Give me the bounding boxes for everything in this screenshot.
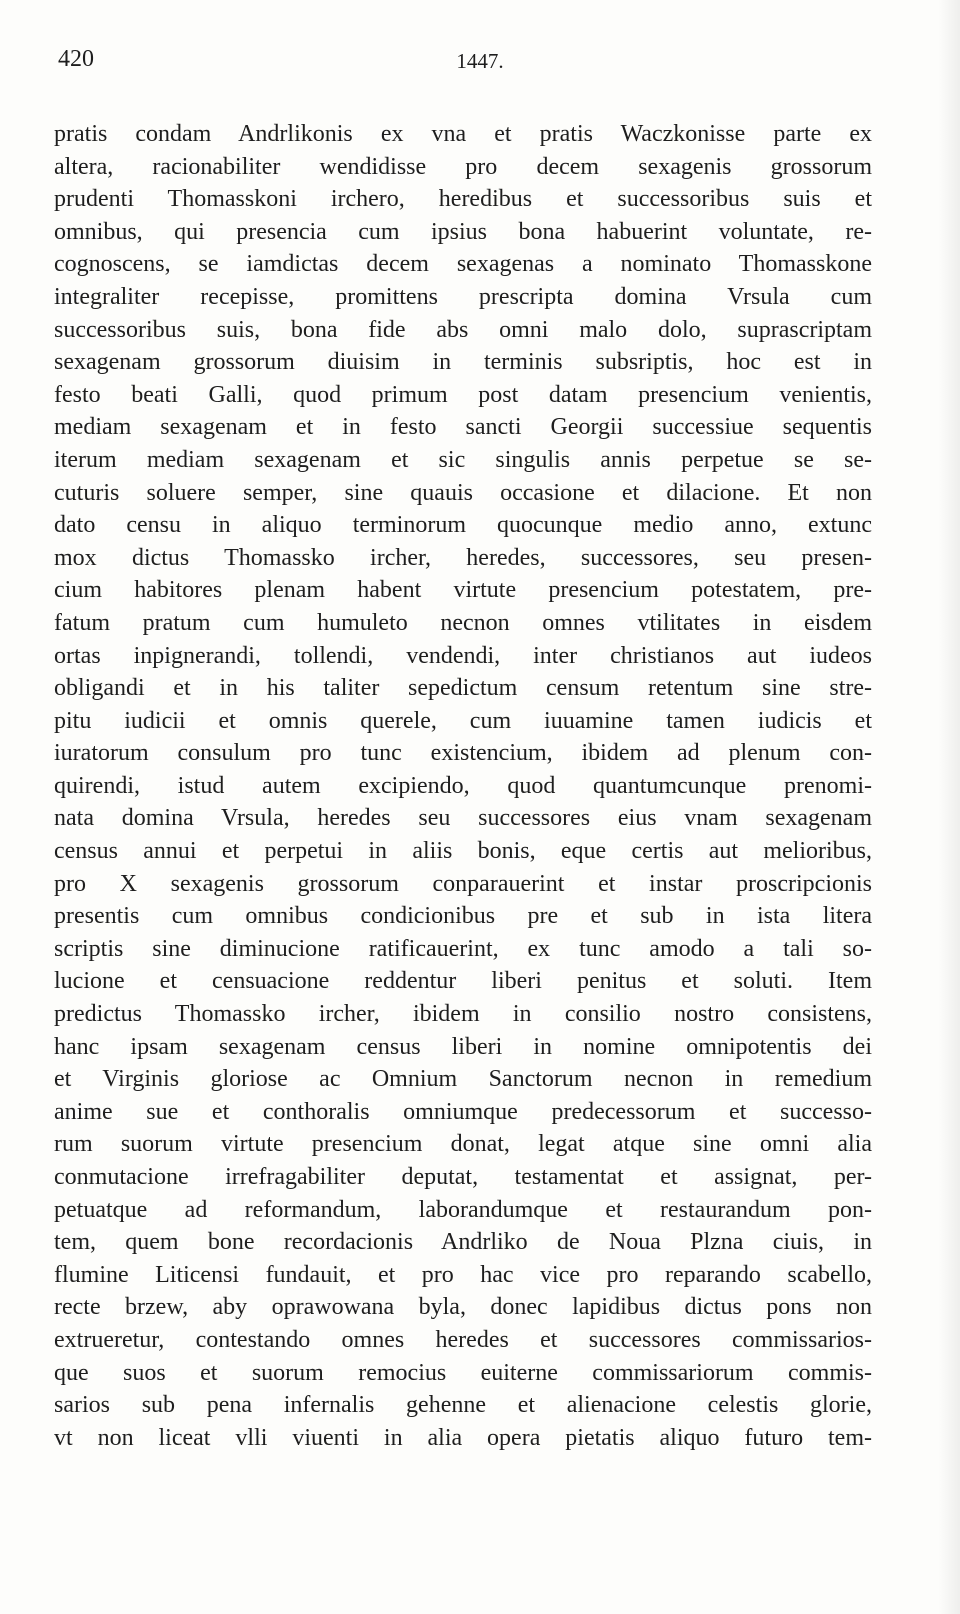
text-line: festo beati Galli, quod primum post datam presencium venientis, [54,381,872,408]
text-line: rum suorum virtute presencium donat, legat atque sine omni alia [54,1131,872,1158]
text-line: obligandi et in his taliter sepedictum censum retentum sine stre- [54,675,872,702]
text-line: omnibus, qui presencia cum ipsius bona habuerint voluntate, re- [54,218,872,245]
text-line: successoribus suis, bona fide abs omni malo dolo, suprascriptam [54,316,872,343]
text-line: pratis condam Andrlikonis ex vna et pratis Waczkonisse parte ex [54,121,872,147]
text-line: mox dictus Thomassko ircher, heredes, successores, seu presen- [54,544,872,571]
text-line: extrueretur, contestando omnes heredes et successores commissarios- [54,1326,872,1353]
text-line: iuratorum consulum pro tunc existencium, ibidem ad plenum con- [54,740,872,767]
text-line: predictus Thomassko ircher, ibidem in consilio nostro consistens, [54,1001,872,1028]
text-line: iterum mediam sexagenam et sic singulis annis perpetue se se- [54,446,872,473]
text-line: cuturis soluere semper, sine quauis occasione et dilacione. Et non [54,479,872,506]
page-number: 420 [58,46,94,72]
text-line: nata domina Vrsula, heredes seu successores eius vnam sexagenam [54,805,872,832]
text-line: que suos et suorum remocius euiterne commissariorum commis- [54,1359,872,1386]
text-line: flumine Liticensi fundauit, et pro hac vice pro reparando scabello, [54,1261,872,1288]
text-line: conmutacione irrefragabiliter deputat, testamentat et assignat, per- [54,1164,872,1190]
text-line: scriptis sine diminucione ratificauerint, ex tunc amodo a tali so- [54,935,872,962]
text-line: altera, racionabiliter wendidisse pro decem sexagenis grossorum [54,153,872,180]
text-line: sarios sub pena infernalis gehenne et alienacione celestis glorie, [54,1392,872,1419]
text-line: recte brzew, aby oprawowana byla, donec lapidibus dictus pons non [54,1294,872,1321]
text-line: prudenti Thomasskoni irchero, heredibus et successoribus suis et [54,186,872,213]
text-line: sexagenam grossorum diuisim in terminis subsriptis, hoc est in [54,349,872,376]
text-line: presentis cum omnibus condicionibus pre et sub in ista litera [54,903,872,930]
body-text [54,118,872,1454]
running-header-year: 1447. [456,49,504,73]
text-line: pro X sexagenis grossorum conparauerint et instar proscripcionis [54,870,872,897]
text-line: census annui et perpetui in aliis bonis, eque certis aut melioribus, [54,838,872,865]
text-line: quirendi, istud autem excipiendo, quod quantumcunque prenomi- [54,772,872,799]
text-line: cognoscens, se iamdictas decem sexagenas a nominato Thomasskone [54,251,872,278]
text-line: lucione et censuacione reddentur liberi penitus et soluti. Item [54,968,872,995]
text-line: ortas inpignerandi, tollendi, vendendi, inter christianos aut iudeos [54,642,872,669]
text-line: pitu iudicii et omnis querele, cum iuuamine tamen iudicis et [54,707,872,734]
text-line: tem, quem bone recordacionis Andrliko de Noua Plzna ciuis, in [54,1229,872,1256]
text-line: fatum pratum cum humuleto necnon omnes vtilitates in eisdem [54,609,872,636]
text-line: cium habitores plenam habent virtute presencium potestatem, pre- [54,577,872,604]
text-line: petuatque ad reformandum, laborandumque et restaurandum pon- [54,1196,872,1223]
text-line: mediam sexagenam et in festo sancti Georgii successiue sequentis [54,414,872,441]
text-line: integraliter recepisse, promittens prescripta domina Vrsula cum [54,283,872,310]
text-line: anime sue et conthoralis omniumque predecessorum et successo- [54,1098,872,1125]
text-line: vt non liceat vlli viuenti in alia opera pietatis aliquo futuro tem- [54,1424,872,1451]
text-line: hanc ipsam sexagenam census liberi in nomine omnipotentis dei [54,1033,872,1060]
text-line: dato censu in aliquo terminorum quocunque medio anno, extunc [54,512,872,539]
page-edge-shadow [938,0,960,1614]
text-line: et Virginis gloriose ac Omnium Sanctorum necnon in remedium [54,1066,872,1093]
